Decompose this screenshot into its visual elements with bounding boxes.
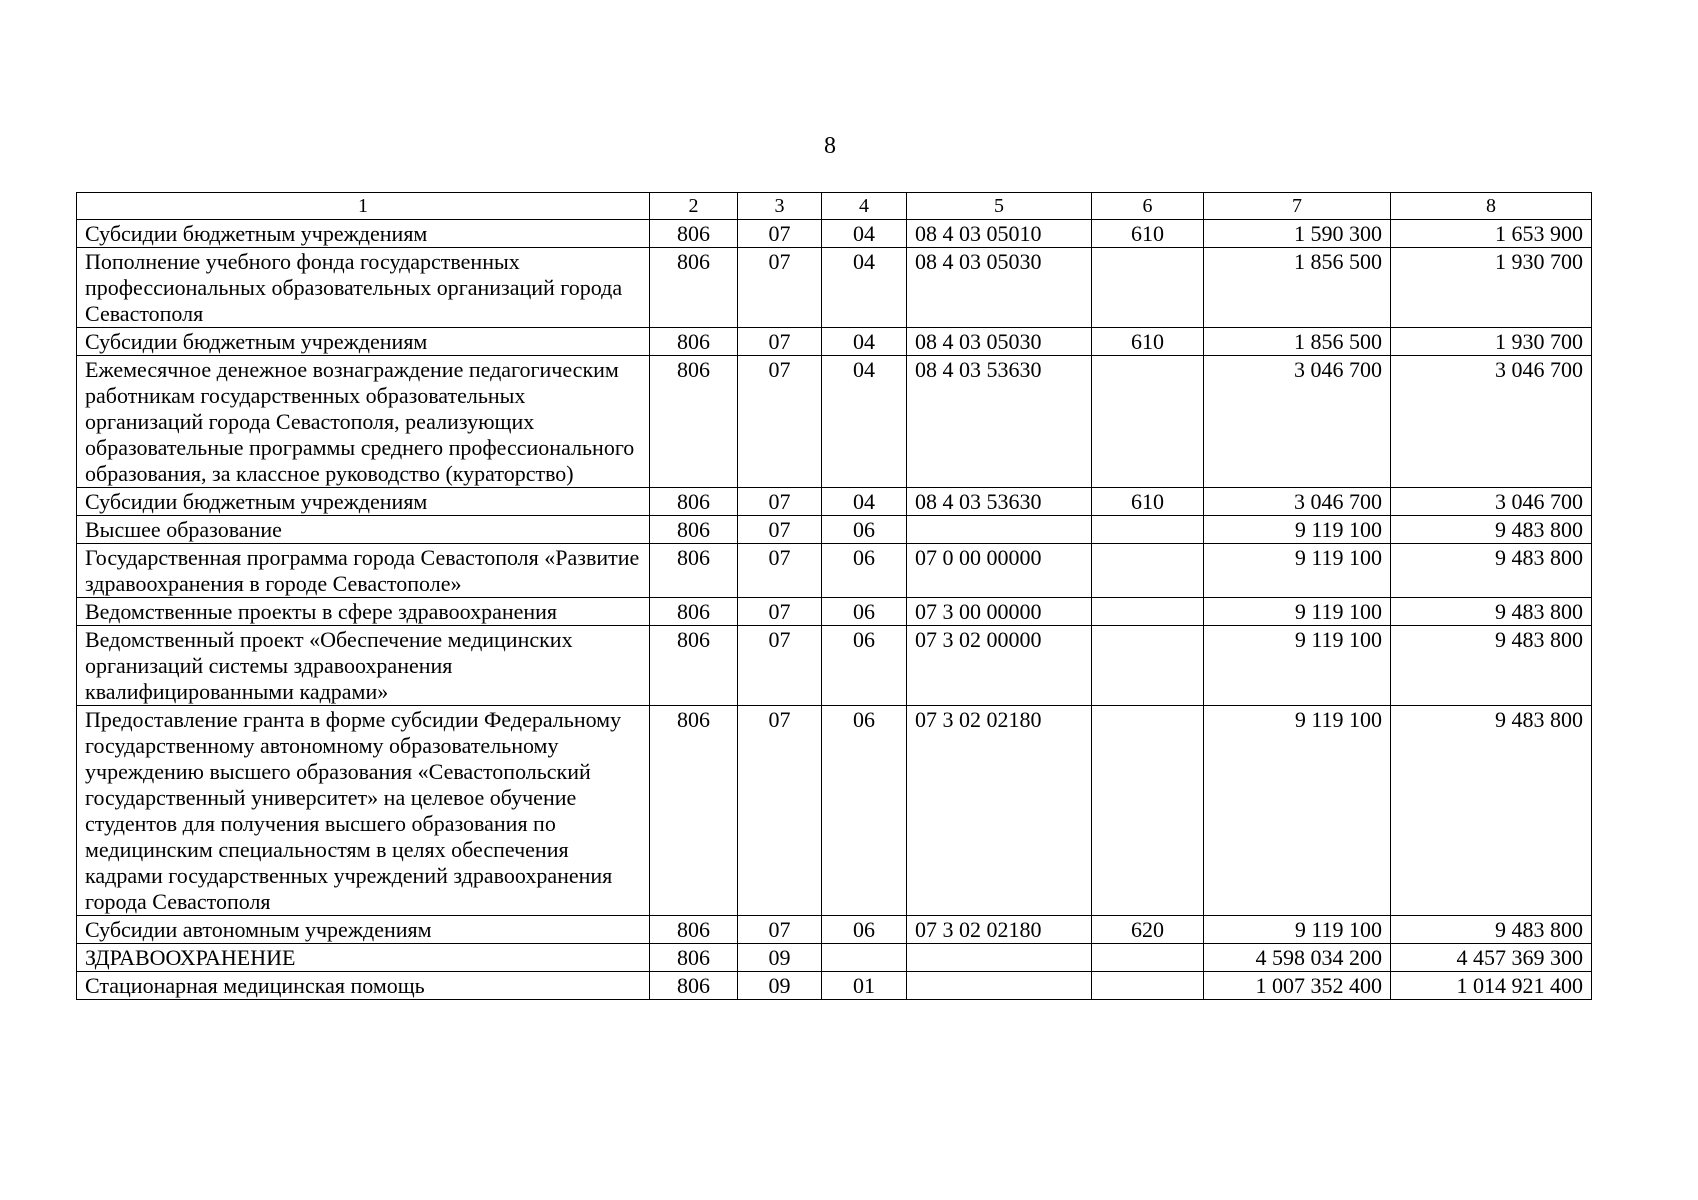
subsection-cell: 06 bbox=[822, 706, 907, 916]
expense-type-cell bbox=[1092, 248, 1204, 328]
amount-year1-cell: 9 119 100 bbox=[1204, 916, 1391, 944]
subsection-cell: 06 bbox=[822, 916, 907, 944]
amount-year1-cell: 1 590 300 bbox=[1204, 220, 1391, 248]
section-cell: 07 bbox=[738, 356, 822, 488]
column-header: 1 bbox=[77, 193, 650, 220]
budget-table bbox=[76, 192, 1592, 1000]
item-name-cell: Пополнение учебного фонда государственных профессиональных образовательных организаций города Севастополя bbox=[77, 248, 650, 328]
subsection-cell: 01 bbox=[822, 972, 907, 1000]
subsection-cell bbox=[822, 944, 907, 972]
table-row bbox=[77, 626, 1592, 706]
admin-code-cell: 806 bbox=[650, 598, 738, 626]
subsection-cell: 04 bbox=[822, 220, 907, 248]
item-name-cell: Субсидии бюджетным учреждениям bbox=[77, 488, 650, 516]
target-article-cell: 08 4 03 05030 bbox=[907, 248, 1092, 328]
admin-code-cell: 806 bbox=[650, 220, 738, 248]
section-cell: 07 bbox=[738, 544, 822, 598]
section-cell: 07 bbox=[738, 706, 822, 916]
column-header: 7 bbox=[1204, 193, 1391, 220]
expense-type-cell bbox=[1092, 972, 1204, 1000]
amount-year2-cell: 1 653 900 bbox=[1391, 220, 1592, 248]
item-name-cell: Субсидии бюджетным учреждениям bbox=[77, 328, 650, 356]
page-number: 8 bbox=[824, 133, 836, 159]
table-row bbox=[77, 516, 1592, 544]
admin-code-cell: 806 bbox=[650, 356, 738, 488]
expense-type-cell: 610 bbox=[1092, 220, 1204, 248]
amount-year1-cell: 9 119 100 bbox=[1204, 706, 1391, 916]
expense-type-cell bbox=[1092, 544, 1204, 598]
amount-year2-cell: 9 483 800 bbox=[1391, 544, 1592, 598]
target-article-cell: 07 3 00 00000 bbox=[907, 598, 1092, 626]
table-row bbox=[77, 328, 1592, 356]
amount-year1-cell: 9 119 100 bbox=[1204, 516, 1391, 544]
admin-code-cell: 806 bbox=[650, 516, 738, 544]
amount-year1-cell: 9 119 100 bbox=[1204, 598, 1391, 626]
target-article-cell bbox=[907, 972, 1092, 1000]
target-article-cell: 08 4 03 05030 bbox=[907, 328, 1092, 356]
item-name-cell: Стационарная медицинская помощь bbox=[77, 972, 650, 1000]
target-article-cell: 07 3 02 00000 bbox=[907, 626, 1092, 706]
target-article-cell: 07 3 02 02180 bbox=[907, 916, 1092, 944]
item-name-cell: Высшее образование bbox=[77, 516, 650, 544]
admin-code-cell: 806 bbox=[650, 544, 738, 598]
table-row bbox=[77, 598, 1592, 626]
table-row bbox=[77, 544, 1592, 598]
item-name-cell: Ведомственные проекты в сфере здравоохранения bbox=[77, 598, 650, 626]
subsection-cell: 06 bbox=[822, 598, 907, 626]
expense-type-cell bbox=[1092, 626, 1204, 706]
expense-type-cell bbox=[1092, 356, 1204, 488]
subsection-cell: 04 bbox=[822, 488, 907, 516]
admin-code-cell: 806 bbox=[650, 916, 738, 944]
amount-year1-cell: 1 856 500 bbox=[1204, 328, 1391, 356]
subsection-cell: 06 bbox=[822, 626, 907, 706]
section-cell: 07 bbox=[738, 598, 822, 626]
column-header: 2 bbox=[650, 193, 738, 220]
item-name-cell: Субсидии автономным учреждениям bbox=[77, 916, 650, 944]
item-name-cell: Субсидии бюджетным учреждениям bbox=[77, 220, 650, 248]
amount-year1-cell: 4 598 034 200 bbox=[1204, 944, 1391, 972]
target-article-cell bbox=[907, 944, 1092, 972]
amount-year2-cell: 3 046 700 bbox=[1391, 356, 1592, 488]
item-name-cell: ЗДРАВООХРАНЕНИЕ bbox=[77, 944, 650, 972]
table-row bbox=[77, 706, 1592, 916]
section-cell: 07 bbox=[738, 626, 822, 706]
section-cell: 07 bbox=[738, 516, 822, 544]
subsection-cell: 04 bbox=[822, 248, 907, 328]
amount-year2-cell: 9 483 800 bbox=[1391, 706, 1592, 916]
expense-type-cell bbox=[1092, 598, 1204, 626]
table-row bbox=[77, 916, 1592, 944]
target-article-cell: 08 4 03 53630 bbox=[907, 356, 1092, 488]
admin-code-cell: 806 bbox=[650, 626, 738, 706]
section-cell: 07 bbox=[738, 328, 822, 356]
table-row bbox=[77, 944, 1592, 972]
item-name-cell: Государственная программа города Севастополя «Развитие здравоохранения в городе Севастополе» bbox=[77, 544, 650, 598]
admin-code-cell: 806 bbox=[650, 944, 738, 972]
section-cell: 07 bbox=[738, 220, 822, 248]
admin-code-cell: 806 bbox=[650, 972, 738, 1000]
amount-year2-cell: 4 457 369 300 bbox=[1391, 944, 1592, 972]
expense-type-cell: 610 bbox=[1092, 328, 1204, 356]
table-row bbox=[77, 488, 1592, 516]
amount-year2-cell: 9 483 800 bbox=[1391, 626, 1592, 706]
expense-type-cell: 610 bbox=[1092, 488, 1204, 516]
expense-type-cell bbox=[1092, 706, 1204, 916]
amount-year2-cell: 1 930 700 bbox=[1391, 248, 1592, 328]
column-header: 8 bbox=[1391, 193, 1592, 220]
amount-year1-cell: 3 046 700 bbox=[1204, 356, 1391, 488]
subsection-cell: 04 bbox=[822, 356, 907, 488]
section-cell: 09 bbox=[738, 972, 822, 1000]
column-header: 4 bbox=[822, 193, 907, 220]
amount-year2-cell: 9 483 800 bbox=[1391, 916, 1592, 944]
amount-year2-cell: 9 483 800 bbox=[1391, 516, 1592, 544]
table-row bbox=[77, 220, 1592, 248]
admin-code-cell: 806 bbox=[650, 328, 738, 356]
section-cell: 07 bbox=[738, 488, 822, 516]
amount-year2-cell: 1 930 700 bbox=[1391, 328, 1592, 356]
table-row bbox=[77, 356, 1592, 488]
subsection-cell: 06 bbox=[822, 516, 907, 544]
expense-type-cell bbox=[1092, 944, 1204, 972]
column-header: 6 bbox=[1092, 193, 1204, 220]
amount-year1-cell: 9 119 100 bbox=[1204, 544, 1391, 598]
item-name-cell: Предоставление гранта в форме субсидии Федеральному государственному автономному образовательному учреждению высшего образования «Севастопольский государственный университет» на целевое обучение студентов для получения высшего образования по медицинским специальностям в целях обеспечения кадрами государственных учреждений здравоохранения города Севастополя bbox=[77, 706, 650, 916]
admin-code-cell: 806 bbox=[650, 248, 738, 328]
item-name-cell: Ежемесячное денежное вознаграждение педагогическим работникам государственных образовательных организаций города Севастополя, реализующих образовательные программы среднего профессионального образования, за классное руководство (кураторство) bbox=[77, 356, 650, 488]
subsection-cell: 04 bbox=[822, 328, 907, 356]
amount-year2-cell: 1 014 921 400 bbox=[1391, 972, 1592, 1000]
subsection-cell: 06 bbox=[822, 544, 907, 598]
admin-code-cell: 806 bbox=[650, 706, 738, 916]
amount-year1-cell: 1 856 500 bbox=[1204, 248, 1391, 328]
target-article-cell bbox=[907, 516, 1092, 544]
amount-year1-cell: 1 007 352 400 bbox=[1204, 972, 1391, 1000]
expense-type-cell bbox=[1092, 516, 1204, 544]
section-cell: 07 bbox=[738, 248, 822, 328]
item-name-cell: Ведомственный проект «Обеспечение медицинских организаций системы здравоохранения квалифицированными кадрами» bbox=[77, 626, 650, 706]
table-row bbox=[77, 248, 1592, 328]
table-body bbox=[77, 220, 1592, 1000]
section-cell: 09 bbox=[738, 944, 822, 972]
admin-code-cell: 806 bbox=[650, 488, 738, 516]
amount-year1-cell: 3 046 700 bbox=[1204, 488, 1391, 516]
expense-type-cell: 620 bbox=[1092, 916, 1204, 944]
section-cell: 07 bbox=[738, 916, 822, 944]
amount-year2-cell: 3 046 700 bbox=[1391, 488, 1592, 516]
header-row bbox=[77, 193, 1592, 220]
target-article-cell: 08 4 03 05010 bbox=[907, 220, 1092, 248]
column-header: 3 bbox=[738, 193, 822, 220]
table-row bbox=[77, 972, 1592, 1000]
amount-year1-cell: 9 119 100 bbox=[1204, 626, 1391, 706]
column-header: 5 bbox=[907, 193, 1092, 220]
target-article-cell: 07 0 00 00000 bbox=[907, 544, 1092, 598]
target-article-cell: 08 4 03 53630 bbox=[907, 488, 1092, 516]
target-article-cell: 07 3 02 02180 bbox=[907, 706, 1092, 916]
amount-year2-cell: 9 483 800 bbox=[1391, 598, 1592, 626]
